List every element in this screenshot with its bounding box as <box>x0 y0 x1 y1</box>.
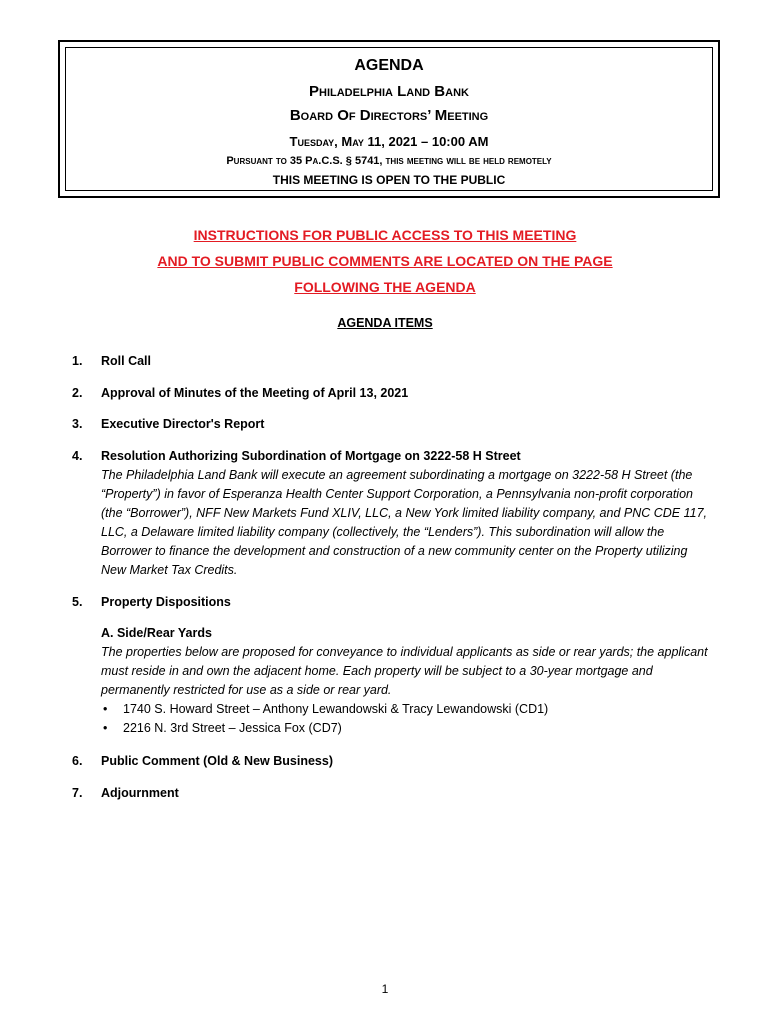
public-access-instructions <box>0 222 770 300</box>
meeting-date-time: Tuesday, May 11, 2021 – 10:00 AM <box>289 134 489 149</box>
agenda-item <box>72 784 710 803</box>
item-number: 1. <box>72 354 83 368</box>
agenda-item <box>72 593 710 738</box>
instructions-line-1: INSTRUCTIONS FOR PUBLIC ACCESS TO THIS MEETING <box>193 227 577 243</box>
item-description: The Philadelphia Land Bank will execute an agreement subordinating a mortgage on 3222-58 H Street (the “Property”) in favor of Esperanza Health Center Support Corporation, a Pennsylvania non-profit corporation (the “Borrower”), NFF New Markets Fund XLIV, LLC, a New York limited liability company, and PNC CDE 117, LLC, a Delaware limited liability company (collectively, the “Lenders”). This subordination will allow the Borrower to finance the development and construction of a new community center on the Property utilizing New Market Tax Credits. <box>101 468 707 577</box>
agenda-item <box>72 415 710 434</box>
sub-item <box>101 624 710 738</box>
page-number: 1 <box>381 982 389 996</box>
list-item: • 1740 S. Howard Street – Anthony Lewandowski & Tracy Lewandowski (CD1) <box>101 700 710 719</box>
item-number: 6. <box>72 754 83 768</box>
sub-item-description: The properties below are proposed for conveyance to individual applicants as side or rear yards; the applicant must reside in and own the adjacent home. Each property will be subject to a 30-year mortgage and permanently restricted for use as a side or rear yard. <box>101 645 708 697</box>
agenda-items-heading: AGENDA ITEMS <box>337 316 433 330</box>
agenda-item <box>72 384 710 403</box>
pursuant-notice: Pursuant to 35 Pa.C.S. § 5741, this meeting will be held remotely <box>226 155 552 167</box>
item-number: 7. <box>72 786 83 800</box>
item-title: Adjournment <box>101 786 179 800</box>
item-number: 5. <box>72 595 83 609</box>
agenda-title: AGENDA <box>354 57 424 74</box>
item-number: 3. <box>72 417 83 431</box>
agenda-item <box>72 752 710 771</box>
item-number: 2. <box>72 386 83 400</box>
agenda-header-inner-border <box>65 47 713 191</box>
instructions-line-2: AND TO SUBMIT PUBLIC COMMENTS ARE LOCATED ON THE PAGE <box>157 253 613 269</box>
item-title: Resolution Authorizing Subordination of Mortgage on 3222-58 H Street <box>101 449 521 463</box>
agenda-header-box <box>58 40 720 198</box>
agenda-item <box>72 352 710 371</box>
item-title: Approval of Minutes of the Meeting of April 13, 2021 <box>101 386 409 400</box>
property-list <box>101 700 710 738</box>
agenda-item <box>72 447 710 580</box>
organization-name: Philadelphia Land Bank <box>309 83 469 100</box>
sub-item-title: A. Side/Rear Yards <box>101 626 212 640</box>
meeting-name: Board Of Directors’ Meeting <box>289 107 489 124</box>
open-to-public-notice: THIS MEETING IS OPEN TO THE PUBLIC <box>272 173 506 187</box>
list-item: • 2216 N. 3rd Street – Jessica Fox (CD7) <box>101 719 710 738</box>
instructions-line-3: FOLLOWING THE AGENDA <box>294 279 476 295</box>
item-title: Property Dispositions <box>101 595 231 609</box>
item-number: 4. <box>72 449 83 463</box>
item-title: Public Comment (Old & New Business) <box>101 754 333 768</box>
item-title: Executive Director's Report <box>101 417 265 431</box>
item-title: Roll Call <box>101 354 152 368</box>
